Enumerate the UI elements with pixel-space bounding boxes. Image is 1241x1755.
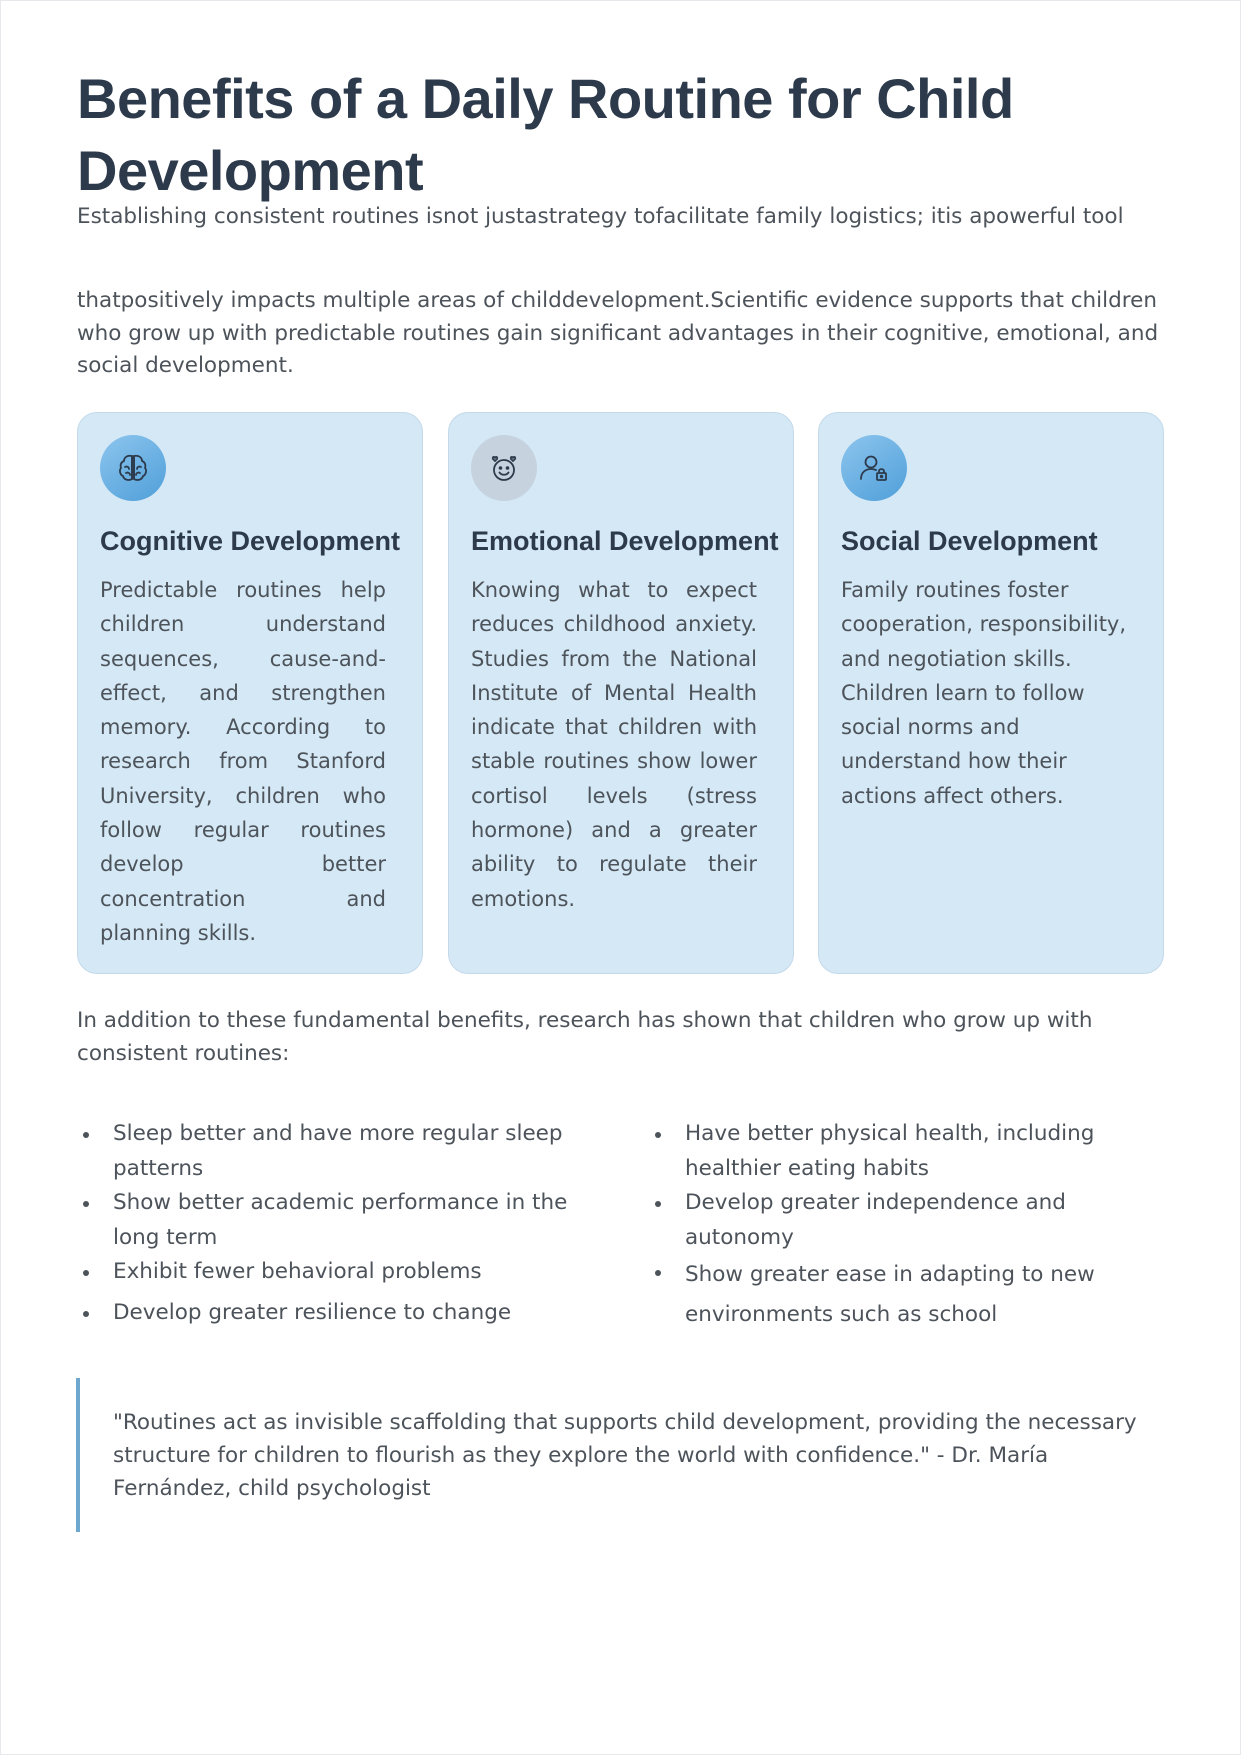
quote-block xyxy=(76,1378,1166,1532)
brain-icon xyxy=(100,435,166,501)
card-text: Predictable routines help children understand sequences, cause-and-effect, and strengthen memory. According to research from Stanford University, children who follow regular routines develop better concentration and planning skills. xyxy=(100,578,386,945)
intro-first-line: Establishing consistent routines isnot justastrategy tofacilitate family logistics; itis apowerful tool xyxy=(77,204,1124,229)
bullet-dot-icon xyxy=(83,1311,89,1317)
intro-paragraph: thatpositively impacts multiple areas of childdevelopment.Scientific evidence supports that children who grow up with predictable routines gain significant advantages in their cognitive, emotional, and social development. xyxy=(77,288,1159,378)
bullet-dot-icon xyxy=(83,1201,89,1207)
card-title: Emotional Development xyxy=(471,526,779,556)
benefits-list-left xyxy=(79,1117,579,1330)
happy-face-icon xyxy=(471,435,537,501)
list-item: Develop greater independence and autonomy xyxy=(651,1186,1151,1255)
bullet-dot-icon xyxy=(655,1201,661,1207)
card-title: Social Development xyxy=(841,526,1098,556)
card-social-development xyxy=(818,412,1164,974)
list-item: Develop greater resilience to change xyxy=(79,1296,579,1331)
bullet-dot-icon xyxy=(83,1132,89,1138)
bullet-dot-icon xyxy=(655,1132,661,1138)
list-item: Have better physical health, including healthier eating habits xyxy=(651,1117,1151,1186)
list-item: Sleep better and have more regular sleep patterns xyxy=(79,1117,579,1186)
card-text: Knowing what to expect reduces childhood anxiety. Studies from the National Institute of Mental Health indicate that children with stable routines show lower cortisol levels (stress hormone) and a greater ability to regulate their emotions. xyxy=(471,578,757,911)
bullet-dot-icon xyxy=(83,1270,89,1276)
benefits-list-right xyxy=(651,1117,1151,1335)
page-title: Benefits of a Daily Routine for Child Development xyxy=(77,67,1014,202)
user-lock-icon xyxy=(841,435,907,501)
card-text: Family routines foster cooperation, responsibility, and negotiation skills. Children learn to follow social norms and understand how their actions affect others. xyxy=(841,578,1127,808)
card-title: Cognitive Development xyxy=(100,526,401,556)
card-cognitive-development xyxy=(77,412,423,974)
list-item: Show better academic performance in the long term xyxy=(79,1186,579,1255)
additional-benefits-intro: In addition to these fundamental benefits, research has shown that children who grow up with consistent routines: xyxy=(77,1008,1093,1066)
card-emotional-development xyxy=(448,412,794,974)
quote-text: "Routines act as invisible scaffolding that supports child development, providing the necessary structure for children to flourish as they explore the world with confidence." - Dr. María Fernández, child psychologist xyxy=(113,1410,1137,1501)
list-item: Show greater ease in adapting to new environments such as school xyxy=(651,1255,1151,1335)
list-item: Exhibit fewer behavioral problems xyxy=(79,1255,579,1290)
bullet-dot-icon xyxy=(655,1270,661,1276)
